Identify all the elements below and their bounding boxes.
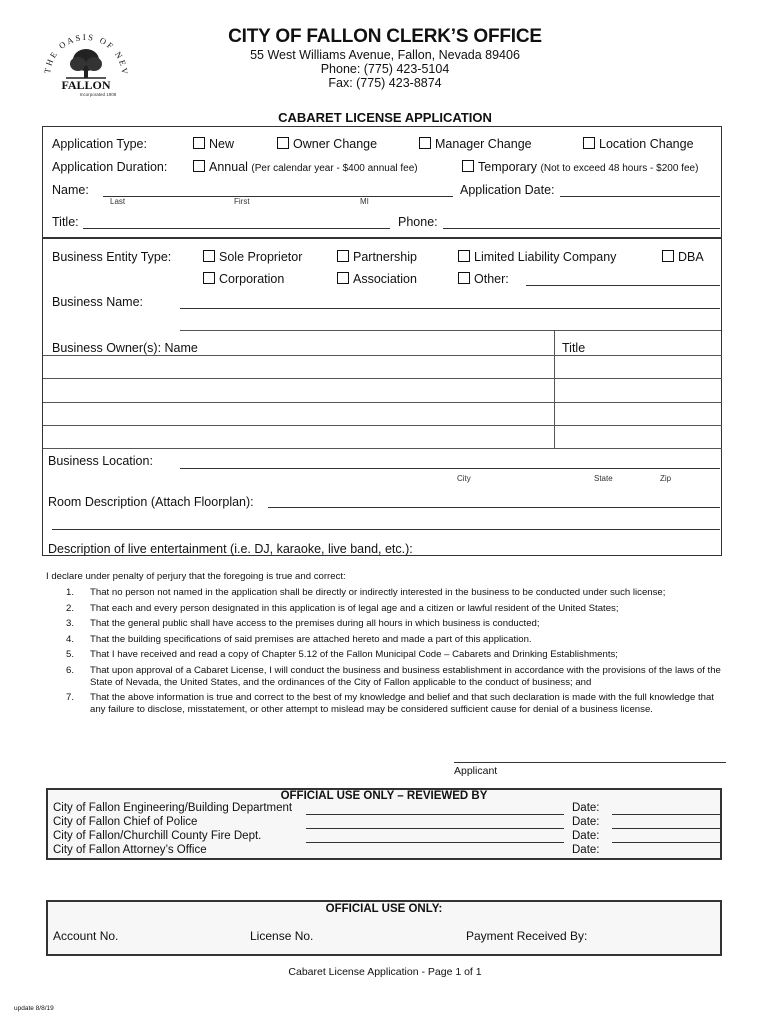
title-input[interactable] (83, 228, 390, 229)
type-new-checkbox[interactable]: New (193, 137, 234, 151)
type-owner-change-checkbox[interactable]: Owner Change (277, 137, 377, 151)
owners-title-header: Title (562, 341, 586, 355)
owner-row[interactable] (43, 355, 722, 356)
entity-llc-checkbox[interactable]: Limited Liability Company (458, 250, 616, 264)
entity-corporation-checkbox[interactable]: Corporation (203, 272, 284, 286)
applicant-label: Applicant (454, 765, 498, 777)
title-label: Title: (52, 215, 79, 229)
entity-association-checkbox[interactable]: Association (337, 272, 417, 286)
application-date-label: Application Date: (460, 183, 555, 197)
applicant-signature-input[interactable] (454, 762, 726, 763)
checkbox-icon (419, 137, 431, 149)
office-phone: Phone: (775) 423-5104 (320, 62, 450, 76)
owner-row[interactable] (43, 378, 722, 379)
office-title: CITY OF FALLON CLERK’S OFFICE (228, 26, 542, 47)
logo-arc-text: THE OASIS OF NEV (41, 31, 130, 76)
phone-label: Phone: (398, 215, 438, 229)
checkbox-icon (583, 137, 595, 149)
entity-type-label: Business Entity Type: (52, 250, 172, 264)
checkbox-icon (462, 160, 474, 172)
name-first-sublabel: First (234, 197, 250, 206)
checkbox-icon (203, 272, 215, 284)
logo-name: FALLON (61, 78, 111, 92)
declaration-item: 6. That upon approval of a Cabaret License, I will conduct the business and business establishment in accordance with the provisions of the laws of the State of Nevada, the United States, and the ordinances of the City of Fallon applicable to the conduct of business; and (66, 665, 721, 688)
duration-annual-checkbox[interactable]: Annual (Per calendar year - $400 annual fee) (193, 160, 418, 174)
application-duration-label: Application Duration: (52, 160, 168, 174)
business-location-label: Business Location: (48, 454, 153, 468)
review-engineering: City of Fallon Engineering/Building Department (53, 802, 293, 814)
license-no-label: License No. (250, 929, 314, 943)
review-date-label: Date: (572, 802, 600, 814)
entity-other-input[interactable] (526, 285, 720, 286)
location-city-sublabel: City (457, 474, 471, 483)
type-location-change-checkbox[interactable]: Location Change (583, 137, 694, 151)
checkbox-icon (203, 250, 215, 262)
application-type-label: Application Type: (52, 137, 147, 151)
entity-dba-checkbox[interactable]: DBA (662, 250, 704, 264)
name-input[interactable] (103, 196, 453, 197)
application-date-input[interactable] (560, 196, 720, 197)
page-footer: Cabaret License Application - Page 1 of 1 (288, 966, 482, 978)
logo-tagline: Incorporated 1908 (79, 92, 117, 97)
name-last-sublabel: Last (110, 197, 126, 206)
declaration-item: 7. That the above information is true and correct to the best of my knowledge and belief and that such declaration is made with the full knowledge that any failure to disclose, misstatement, or other attempt to mislead may be considered sufficient cause for denial of a business license. (66, 692, 714, 715)
review-date-input[interactable] (612, 814, 722, 815)
declaration-item: 3. That the general public shall have access to the premises during all hours in which business is conducted; (66, 618, 540, 629)
business-location-input[interactable] (180, 468, 720, 469)
form-title: CABARET LICENSE APPLICATION (278, 110, 492, 125)
business-name-label: Business Name: (52, 295, 144, 309)
review-date-input[interactable] (612, 842, 722, 843)
review-attorney: City of Fallon Attorney’s Office (53, 844, 207, 856)
entity-sole-proprietor-checkbox[interactable]: Sole Proprietor (203, 250, 302, 264)
location-zip-sublabel: Zip (660, 474, 672, 483)
checkbox-icon (277, 137, 289, 149)
entertainment-description-label: Description of live entertainment (i.e. DJ, karaoke, live band, etc.): (48, 542, 413, 556)
owner-row[interactable] (43, 425, 722, 426)
review-date-input[interactable] (612, 828, 722, 829)
location-state-sublabel: State (594, 474, 613, 483)
checkbox-icon (458, 250, 470, 262)
owners-name-header: Business Owner(s): Name (52, 341, 198, 355)
checkbox-icon (662, 250, 674, 262)
declaration-item: 4. That the building specifications of said premises are attached hereto and made a part of this application. (66, 634, 532, 645)
declaration-intro: I declare under penalty of perjury that the foregoing is true and correct: (46, 571, 346, 582)
review-fire: City of Fallon/Churchill County Fire Dept. (53, 830, 262, 842)
review-title: OFFICIAL USE ONLY – REVIEWED BY (280, 790, 488, 802)
review-signature-input[interactable] (306, 828, 564, 829)
type-manager-change-checkbox[interactable]: Manager Change (419, 137, 532, 151)
phone-input[interactable] (443, 228, 720, 229)
office-address: 55 West Williams Avenue, Fallon, Nevada 89406 (250, 48, 520, 62)
business-name-input[interactable] (180, 308, 720, 309)
name-mi-sublabel: MI (360, 197, 369, 206)
checkbox-icon (337, 272, 349, 284)
name-label: Name: (52, 183, 89, 197)
office-fax: Fax: (775) 423-8874 (328, 76, 442, 90)
official-title: OFFICIAL USE ONLY: (325, 903, 443, 915)
account-no-label: Account No. (53, 929, 119, 943)
checkbox-icon (193, 137, 205, 149)
review-date-label: Date: (572, 830, 600, 842)
duration-temporary-checkbox[interactable]: Temporary (Not to exceed 48 hours - $200 fee) (462, 160, 698, 174)
review-date-label: Date: (572, 816, 600, 828)
entity-other-checkbox[interactable]: Other: (458, 272, 509, 286)
declaration-item: 5. That I have received and read a copy of Chapter 5.12 of the Fallon Municipal Code – Cabarets and Drinking Establishments; (66, 649, 618, 660)
update-date: update 8/8/19 (14, 1005, 54, 1012)
review-signature-input[interactable] (306, 842, 564, 843)
room-description-input[interactable] (268, 507, 720, 508)
checkbox-icon (337, 250, 349, 262)
owner-row[interactable] (43, 402, 722, 403)
entity-partnership-checkbox[interactable]: Partnership (337, 250, 417, 264)
review-date-label: Date: (572, 844, 600, 856)
checkbox-icon (458, 272, 470, 284)
declaration-item: 2. That each and every person designated in this application is of legal age and a citizen or lawful resident of the United States; (66, 603, 619, 614)
checkbox-icon (193, 160, 205, 172)
review-signature-input[interactable] (306, 814, 564, 815)
room-description-input-2[interactable] (52, 529, 720, 530)
room-description-label: Room Description (Attach Floorplan): (48, 495, 254, 509)
payment-received-label: Payment Received By: (466, 929, 588, 943)
review-police: City of Fallon Chief of Police (53, 816, 198, 828)
declaration-item: 1. That no person not named in the application shall be directly or indirectly interested in the business to be conducted under such license; (66, 587, 666, 598)
